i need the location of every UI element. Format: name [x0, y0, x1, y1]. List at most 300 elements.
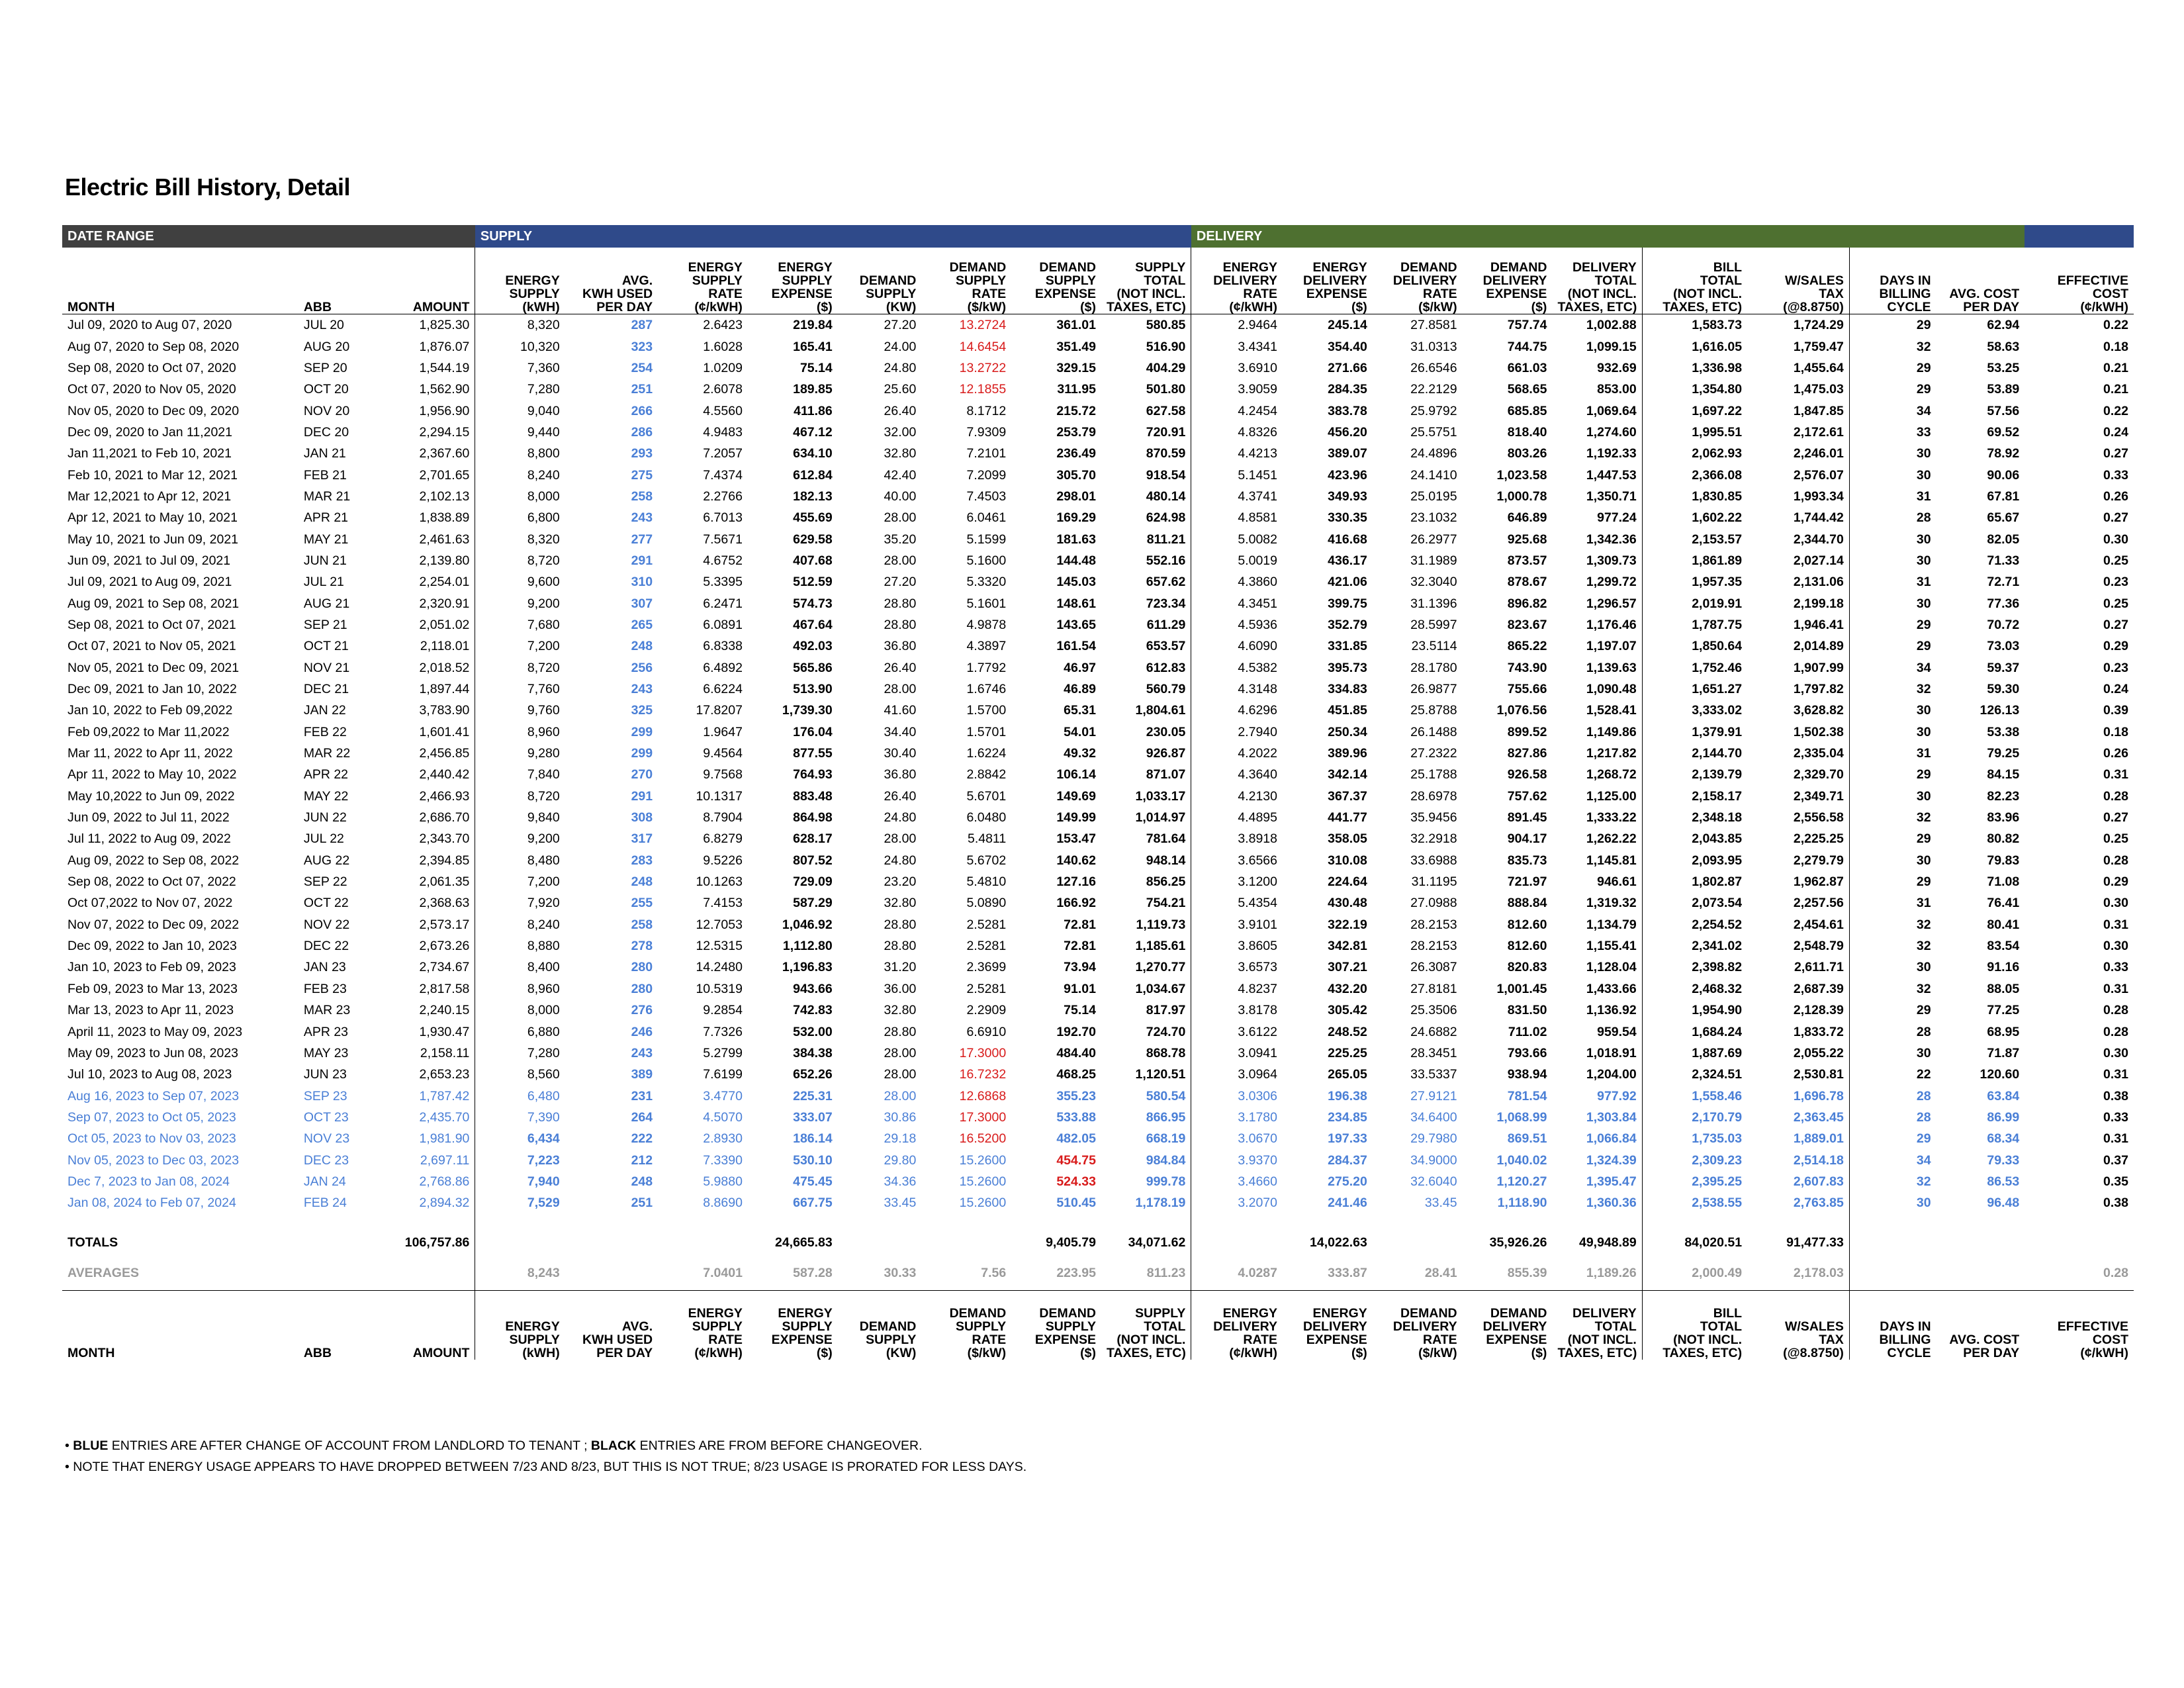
table-cell: 349.93	[1328, 489, 1367, 504]
table-cell: 189.85	[793, 382, 833, 397]
table-cell: 899.52	[1507, 724, 1547, 739]
table-cell: 2,240.15	[384, 1000, 475, 1021]
table-cell: 0.31	[2103, 917, 2128, 932]
table-cell: 10.5319	[696, 981, 743, 996]
table-cell: 86.99	[1987, 1109, 2020, 1125]
table-cell: 176.04	[793, 724, 833, 739]
table-cell: 169.29	[1056, 510, 1096, 526]
table-cell: 2,329.70	[1747, 764, 1849, 785]
table-cell: 73.03	[1987, 639, 2020, 654]
table-cell: Oct 05, 2023 to Nov 03, 2023	[68, 1131, 236, 1147]
table-cell: 1,274.60	[1552, 422, 1642, 443]
column-header: MONTH	[62, 1291, 298, 1360]
table-cell: 4.5070	[703, 1109, 743, 1125]
table-cell: 2.6423	[703, 318, 743, 333]
table-cell: 883.48	[793, 788, 833, 804]
totals-cell	[298, 1229, 384, 1256]
table-cell: 241.46	[1328, 1196, 1367, 1211]
table-cell: May 10,2022 to Jun 09, 2022	[68, 788, 235, 804]
table-cell: 2,027.14	[1747, 550, 1849, 571]
table-cell: 30.86	[884, 1109, 917, 1125]
table-cell: 27.9121	[1410, 1088, 1457, 1103]
table-cell: 0.26	[2103, 489, 2128, 504]
table-cell: 354.40	[1328, 339, 1367, 354]
table-cell: 0.29	[2103, 874, 2128, 890]
table-cell: 1,787.42	[384, 1085, 475, 1106]
table-cell: 71.33	[1987, 553, 2020, 568]
table-cell: 0.28	[2103, 1003, 2128, 1018]
table-cell: 161.54	[1056, 639, 1096, 654]
table-cell: 1,907.99	[1747, 657, 1849, 679]
table-cell: 6.0461	[966, 510, 1007, 526]
table-cell: 284.37	[1328, 1152, 1367, 1168]
table-row	[62, 614, 2134, 635]
table-cell: 1,128.04	[1552, 957, 1642, 978]
table-cell: 4.6752	[703, 553, 743, 568]
table-cell: 5.4810	[966, 874, 1007, 890]
table-cell: 29	[1916, 1003, 1931, 1018]
table-cell: 14.6454	[959, 339, 1007, 354]
footnotes	[65, 1435, 1026, 1477]
table-cell: 9,040	[527, 403, 560, 418]
table-cell: 6,480	[527, 1088, 560, 1103]
column-header: DEMAND SUPPLY RATE ($/kW)	[921, 248, 1011, 314]
table-cell: 17.3000	[959, 1045, 1007, 1060]
table-cell: 225.25	[1328, 1045, 1367, 1060]
table-cell: 552.16	[1101, 550, 1191, 571]
table-cell: 166.92	[1056, 896, 1096, 911]
table-cell: 307.21	[1328, 960, 1367, 975]
column-header: DEMAND SUPPLY EXPENSE ($)	[1011, 1291, 1101, 1360]
table-cell: 1,046.92	[782, 917, 833, 932]
table-cell: 12.5315	[696, 939, 743, 954]
table-cell: 28	[1916, 510, 1931, 526]
table-cell: 2,093.95	[1692, 853, 1743, 868]
table-cell: 299	[631, 746, 653, 761]
table-cell: 4.3148	[1238, 682, 1277, 697]
table-cell: 2,817.58	[384, 978, 475, 1000]
table-cell: 764.93	[793, 767, 833, 782]
table-cell: 8,000	[527, 489, 560, 504]
table-cell: OCT 22	[303, 896, 349, 911]
table-cell: Feb 09, 2023 to Mar 13, 2023	[68, 981, 238, 996]
table-cell: 811.21	[1101, 528, 1191, 549]
table-cell: 2,055.22	[1747, 1043, 1849, 1064]
table-cell: 926.87	[1101, 743, 1191, 764]
table-cell: 1,033.17	[1101, 786, 1191, 807]
table-cell: 7,680	[527, 617, 560, 632]
table-cell: 4.5560	[703, 403, 743, 418]
table-cell: 1,001.45	[1496, 981, 1547, 996]
table-cell: 72.81	[1064, 917, 1096, 932]
table-cell: 23.5114	[1411, 639, 1457, 654]
table-cell: 33	[1916, 424, 1931, 440]
table-cell: 75.14	[799, 360, 833, 375]
table-cell: 5.1600	[966, 553, 1007, 568]
table-cell: 0.31	[2103, 1067, 2128, 1082]
table-cell: 29.80	[884, 1152, 917, 1168]
table-cell: 1,119.73	[1101, 914, 1191, 935]
table-cell: 9,600	[527, 575, 560, 590]
column-header: BILL TOTAL (NOT INCL. TAXES, ETC)	[1642, 1291, 1747, 1360]
table-cell: 63.84	[1987, 1088, 2020, 1103]
totals-cell: 14,022.63	[1310, 1235, 1367, 1250]
table-cell: 878.67	[1507, 575, 1547, 590]
table-cell: 3,628.82	[1747, 700, 1849, 721]
table-cell: 757.74	[1507, 318, 1547, 333]
table-cell: 0.33	[2103, 467, 2128, 483]
table-cell: 2,363.45	[1747, 1107, 1849, 1128]
table-cell: 1,069.64	[1552, 400, 1642, 421]
totals-cell	[921, 1229, 1011, 1256]
table-cell: 248	[631, 639, 653, 654]
table-cell: JUN 23	[303, 1067, 347, 1082]
table-row	[62, 550, 2134, 571]
table-cell: 34.6400	[1410, 1109, 1457, 1125]
table-cell: 2.5281	[966, 939, 1007, 954]
table-cell: 3.8918	[1238, 831, 1277, 847]
table-row	[62, 422, 2134, 443]
section-supply: SUPPLY	[475, 225, 1191, 248]
table-cell: 32.80	[884, 896, 917, 911]
table-cell: 28.1780	[1410, 660, 1457, 675]
table-cell: 624.98	[1101, 507, 1191, 528]
table-cell: Jul 09, 2020 to Aug 07, 2020	[68, 318, 232, 333]
table-cell: 4.3860	[1238, 575, 1277, 590]
table-cell: 4.3451	[1238, 596, 1277, 611]
table-cell: 568.65	[1507, 382, 1547, 397]
table-cell: 9,840	[527, 810, 560, 825]
table-cell: Mar 12,2021 to Apr 12, 2021	[68, 489, 232, 504]
table-cell: 1,076.56	[1496, 703, 1547, 718]
table-cell: Feb 10, 2021 to Mar 12, 2021	[68, 467, 238, 483]
table-cell: 870.59	[1101, 443, 1191, 464]
table-cell: 25.3506	[1410, 1003, 1457, 1018]
totals-cell: 106,757.86	[384, 1229, 475, 1256]
table-row	[62, 400, 2134, 421]
table-cell: 84.15	[1987, 767, 2020, 782]
table-cell: 1,897.44	[384, 679, 475, 700]
table-cell: 192.70	[1056, 1024, 1096, 1039]
table-cell: 30.40	[884, 746, 917, 761]
table-cell: 30	[1916, 532, 1931, 547]
column-header: ENERGY SUPPLY EXPENSE ($)	[748, 248, 838, 314]
table-cell: 2,073.54	[1692, 896, 1743, 911]
table-cell: 743.90	[1507, 660, 1547, 675]
table-cell: 342.14	[1328, 767, 1367, 782]
table-cell: 7.3390	[703, 1152, 743, 1168]
table-cell: 1,455.64	[1747, 357, 1849, 379]
table-cell: 59.37	[1987, 660, 2020, 675]
table-cell: 2,019.91	[1692, 596, 1743, 611]
table-cell: 1,887.69	[1692, 1045, 1743, 1060]
table-row	[62, 635, 2134, 657]
table-cell: Dec 09, 2020 to Jan 11,2021	[68, 424, 232, 440]
table-cell: 948.14	[1101, 850, 1191, 871]
table-cell: 0.39	[2103, 703, 2128, 718]
table-cell: 560.79	[1101, 679, 1191, 700]
totals-cell: 24,665.83	[774, 1235, 833, 1250]
table-cell: 4.4895	[1238, 810, 1277, 825]
table-cell: 29	[1916, 767, 1931, 782]
table-cell: 80.82	[1987, 831, 2020, 847]
table-cell: 2.9464	[1238, 318, 1277, 333]
table-row	[62, 336, 2134, 357]
table-cell: 984.84	[1101, 1149, 1191, 1170]
table-cell: 26.9877	[1410, 682, 1457, 697]
table-cell: 2,349.71	[1747, 786, 1849, 807]
table-cell: 2,530.81	[1747, 1064, 1849, 1085]
table-cell: 284.35	[1328, 382, 1367, 397]
table-cell: 280	[631, 960, 653, 975]
table-cell: 1,176.46	[1552, 614, 1642, 635]
table-cell: 835.73	[1507, 853, 1547, 868]
table-cell: 661.03	[1507, 360, 1547, 375]
table-cell: 212	[631, 1152, 653, 1168]
table-cell: 77.25	[1987, 1003, 2020, 1018]
table-cell: 3.9059	[1238, 382, 1277, 397]
table-row	[62, 486, 2134, 507]
table-cell: 283	[631, 853, 653, 868]
table-cell: 0.27	[2103, 446, 2128, 461]
table-cell: 2.2766	[703, 489, 743, 504]
table-cell: 67.81	[1987, 489, 2020, 504]
table-cell: 4.2130	[1238, 788, 1277, 804]
table-cell: 1,889.01	[1747, 1128, 1849, 1149]
table-cell: 25.5751	[1410, 424, 1457, 440]
table-cell: 4.9483	[703, 424, 743, 440]
table-cell: 501.80	[1101, 379, 1191, 400]
table-cell: 0.25	[2103, 553, 2128, 568]
table-cell: 6.8279	[703, 831, 743, 847]
table-cell: 275	[631, 467, 653, 483]
table-row	[62, 443, 2134, 464]
table-cell: 5.2799	[703, 1045, 743, 1060]
table-cell: 29.7980	[1410, 1131, 1457, 1147]
totals-cell: 84,020.51	[1684, 1235, 1743, 1250]
table-cell: 32	[1916, 810, 1931, 825]
table-cell: JAN 23	[303, 960, 346, 975]
table-cell: 7.9309	[966, 424, 1007, 440]
table-cell: 222	[631, 1131, 653, 1147]
table-cell: 358.05	[1328, 831, 1367, 847]
table-cell: 351.49	[1056, 339, 1096, 354]
averages-cell: 0.28	[2103, 1266, 2128, 1281]
table-cell: 291	[631, 788, 653, 804]
table-cell: Oct 07, 2021 to Nov 05, 2021	[68, 639, 236, 654]
table-cell: 7.2057	[703, 446, 743, 461]
table-cell: 1,502.38	[1747, 722, 1849, 743]
table-cell: 8.8690	[703, 1196, 743, 1211]
table-cell: 744.75	[1507, 339, 1547, 354]
table-cell: 574.73	[793, 596, 833, 611]
table-cell: 149.99	[1056, 810, 1096, 825]
table-cell: 29	[1916, 639, 1931, 654]
table-cell: 305.70	[1056, 467, 1096, 483]
table-cell: 10.1317	[696, 788, 743, 804]
table-cell: Sep 08, 2021 to Oct 07, 2021	[68, 617, 236, 632]
totals-cell	[475, 1229, 565, 1256]
section-header-row	[62, 225, 2134, 248]
table-cell: 1.9647	[703, 724, 743, 739]
table-cell: 78.92	[1987, 446, 2020, 461]
table-cell: 871.07	[1101, 764, 1191, 785]
table-cell: JUN 22	[303, 810, 347, 825]
table-cell: 1,544.19	[384, 357, 475, 379]
table-cell: 5.4811	[967, 831, 1007, 847]
footnote-blue-black: • BLUE ENTRIES ARE AFTER CHANGE OF ACCOUNT FROM LANDLORD TO TENANT ; BLACK ENTRIES ARE FROM BEFORE CHANGEOVER.	[65, 1438, 923, 1453]
table-cell: JAN 24	[303, 1174, 346, 1189]
table-cell: 2,556.58	[1747, 807, 1849, 828]
totals-cell	[658, 1229, 748, 1256]
table-cell: 7.7326	[703, 1024, 743, 1039]
table-cell: MAR 22	[303, 746, 351, 761]
table-cell: 482.05	[1056, 1131, 1096, 1147]
table-cell: 248	[631, 1174, 653, 1189]
table-cell: 2.5281	[966, 981, 1007, 996]
table-cell: 32.2918	[1410, 831, 1457, 847]
table-cell: 82.05	[1987, 532, 2020, 547]
table-cell: 10.1263	[696, 874, 743, 890]
table-row	[62, 850, 2134, 871]
table-cell: 2.2909	[966, 1003, 1007, 1018]
table-cell: 873.57	[1507, 553, 1547, 568]
table-cell: May 09, 2023 to Jun 08, 2023	[68, 1045, 239, 1060]
column-header: DEMAND SUPPLY RATE ($/kW)	[921, 1291, 1011, 1360]
table-cell: 1.7792	[966, 660, 1007, 675]
table-cell: 96.48	[1987, 1196, 2020, 1211]
table-cell: 1,804.61	[1101, 700, 1191, 721]
table-cell: 2,435.70	[384, 1107, 475, 1128]
table-cell: 298.01	[1056, 489, 1096, 504]
table-row	[62, 1192, 2134, 1213]
table-cell: 2,673.26	[384, 935, 475, 957]
table-cell: 416.68	[1328, 532, 1367, 547]
table-row	[62, 871, 2134, 892]
table-cell: 83.96	[1987, 810, 2020, 825]
table-row	[62, 1128, 2134, 1149]
table-cell: May 10, 2021 to Jun 09, 2021	[68, 532, 239, 547]
table-cell: 1.6028	[703, 339, 743, 354]
table-cell: 28.6978	[1410, 788, 1457, 804]
table-cell: 8,720	[527, 788, 560, 804]
table-cell: 28.00	[884, 553, 917, 568]
table-cell: 33.45	[1424, 1196, 1457, 1211]
table-cell: 6.0480	[966, 810, 1007, 825]
table-cell: 404.29	[1101, 357, 1191, 379]
table-cell: 83.54	[1987, 939, 2020, 954]
table-cell: 16.7232	[959, 1067, 1007, 1082]
table-cell: 34.9000	[1410, 1152, 1457, 1168]
table-cell: NOV 23	[303, 1131, 350, 1147]
table-cell: 1,395.47	[1552, 1171, 1642, 1192]
table-cell: 30	[1916, 446, 1931, 461]
table-cell: 30	[1916, 596, 1931, 611]
table-cell: 4.2454	[1238, 403, 1277, 418]
table-row	[62, 764, 2134, 785]
table-cell: 245.14	[1328, 318, 1367, 333]
table-cell: 807.52	[793, 853, 833, 868]
table-cell: 926.58	[1507, 767, 1547, 782]
table-cell: 1,336.98	[1692, 360, 1743, 375]
table-cell: 27.8581	[1410, 318, 1457, 333]
table-cell: 248.52	[1328, 1024, 1367, 1039]
table-cell: 30	[1916, 467, 1931, 483]
table-cell: 657.62	[1101, 571, 1191, 592]
table-cell: 421.06	[1328, 575, 1367, 590]
table-cell: 1,759.47	[1747, 336, 1849, 357]
column-header: DEMAND SUPPLY (KW)	[838, 1291, 922, 1360]
table-cell: Mar 11, 2022 to Apr 11, 2022	[68, 746, 233, 761]
table-cell: 1,956.90	[384, 400, 475, 421]
table-cell: 143.65	[1056, 617, 1096, 632]
table-cell: JAN 21	[303, 446, 346, 461]
table-cell: 7,390	[527, 1109, 560, 1125]
table-cell: 82.23	[1987, 788, 2020, 804]
table-cell: 1,018.91	[1552, 1043, 1642, 1064]
table-cell: 73.94	[1064, 960, 1096, 975]
table-cell: 28.00	[884, 831, 917, 847]
table-cell: 29	[1916, 382, 1931, 397]
table-cell: JUN 21	[303, 553, 347, 568]
table-cell: 1,319.32	[1552, 892, 1642, 914]
table-row	[62, 743, 2134, 764]
table-cell: 803.26	[1507, 446, 1547, 461]
table-cell: 1.0209	[703, 360, 743, 375]
table-row	[62, 1107, 2134, 1128]
spacer-row	[62, 1213, 2134, 1229]
table-cell: 1,196.83	[782, 960, 833, 975]
column-header: AVG. KWH USED PER DAY	[565, 1291, 658, 1360]
table-cell: 342.81	[1328, 939, 1367, 954]
table-cell: 1,752.46	[1692, 660, 1743, 675]
table-cell: 243	[631, 510, 653, 526]
table-cell: 853.00	[1552, 379, 1642, 400]
table-cell: 2,341.02	[1692, 939, 1743, 954]
column-header: ENERGY SUPPLY (kWH)	[475, 248, 565, 314]
table-cell: 42.40	[884, 467, 917, 483]
table-cell: 2,611.71	[1747, 957, 1849, 978]
table-cell: 34	[1916, 1152, 1931, 1168]
table-cell: Apr 11, 2022 to May 10, 2022	[68, 767, 237, 782]
table-cell: 977.24	[1552, 507, 1642, 528]
table-cell: 34	[1916, 660, 1931, 675]
table-cell: 755.66	[1507, 682, 1547, 697]
table-cell: 4.5936	[1238, 617, 1277, 632]
table-cell: 7,760	[527, 682, 560, 697]
column-header: W/SALES TAX (@8.8750)	[1747, 1291, 1849, 1360]
table-cell: 325	[631, 703, 653, 718]
table-cell: 68.95	[1987, 1024, 2020, 1039]
table-cell: 918.54	[1101, 464, 1191, 485]
table-cell: 456.20	[1328, 424, 1367, 440]
table-cell: AUG 21	[303, 596, 350, 611]
table-cell: 629.58	[793, 532, 833, 547]
table-cell: 2,158.17	[1692, 788, 1743, 804]
table-cell: 513.90	[793, 682, 833, 697]
table-row	[62, 657, 2134, 679]
table-row	[62, 528, 2134, 549]
table-cell: 317	[631, 831, 653, 847]
table-cell: 31.20	[884, 960, 917, 975]
table-cell: 25.9792	[1410, 403, 1457, 418]
table-cell: 1,145.81	[1552, 850, 1642, 871]
table-cell: 293	[631, 446, 653, 461]
column-header: DEMAND DELIVERY RATE ($/kW)	[1373, 1291, 1463, 1360]
table-cell: 76.41	[1987, 896, 2020, 911]
table-cell: 278	[631, 939, 653, 954]
table-cell: FEB 21	[303, 467, 347, 483]
